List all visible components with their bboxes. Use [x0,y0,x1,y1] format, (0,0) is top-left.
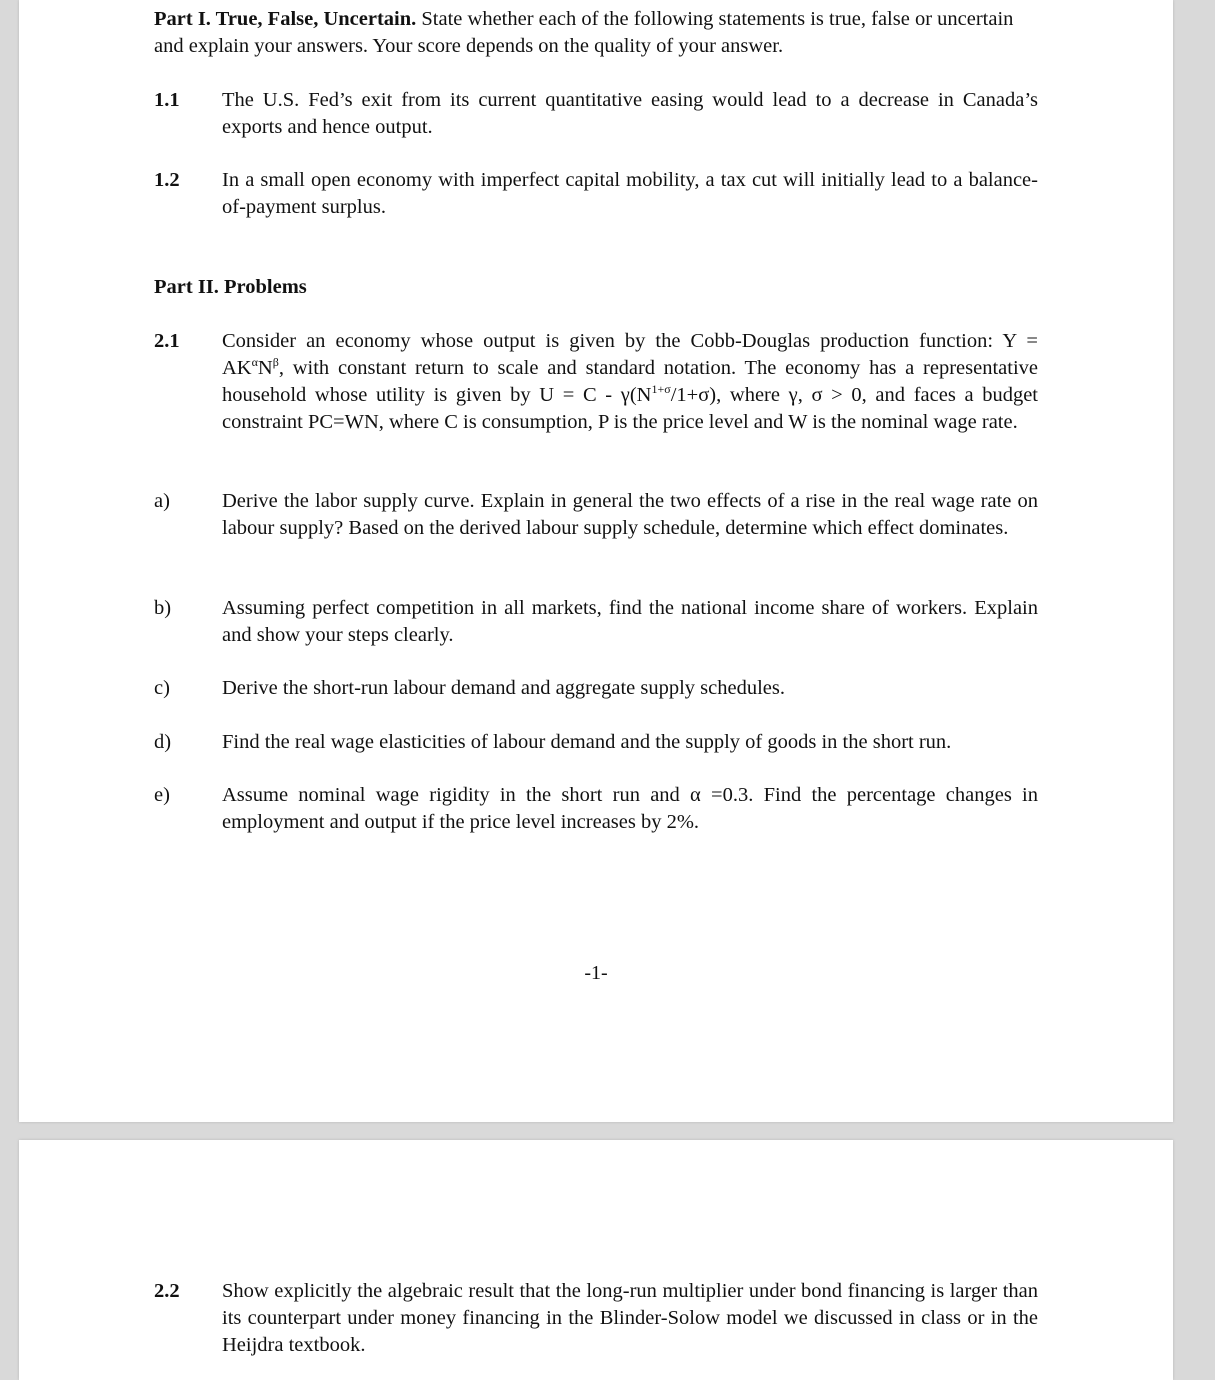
problem-text-part-a: Consider an economy whose output is given by the Cobb-Douglas production function: Y = AK [222,330,1038,379]
subquestion-text: Assuming perfect competition in all markets, find the national income share of workers. Explain and show your steps clearly. [222,597,1038,646]
alpha-superscript: α [251,355,258,370]
question-number: 1.2 [154,169,180,191]
question-number: 1.1 [154,89,180,111]
subquestion-label: e) [154,784,170,806]
page-number: -1- [584,962,608,984]
problem-number: 2.1 [154,330,180,352]
subquestion-text: Assume nominal wage rigidity in the short run and α =0.3. Find the percentage changes in employment and output if the price level increases by 2%. [222,784,1038,833]
part2-title: Part II. Problems [154,276,307,298]
subquestion-text: Derive the labor supply curve. Explain in general the two effects of a rise in the real wage rate on labour supply? Based on the derived labour supply schedule, determine which effect dominates. [222,490,1038,539]
document-page-1 [19,0,1173,1122]
part1-title: Part I. True, False, Uncertain. [154,8,417,30]
subquestion-label: d) [154,731,172,753]
problem-text-part-b: N [257,357,273,379]
part1-intro [154,6,1039,60]
question-text: The U.S. Fed’s exit from its current quantitative easing would lead to a decrease in Canada’s exports and hence output. [222,89,1038,138]
document-page-2 [19,1140,1173,1380]
subquestion-label: a) [154,490,170,512]
part1-instructions: State whether each of the following statements is true, false or uncertain and explain your answers. Your score depends on the quality of your answer. [154,8,1014,57]
question-text: In a small open economy with imperfect capital mobility, a tax cut will initially lead to a balance-of-payment surplus. [222,169,1038,218]
subquestion-text: Derive the short-run labour demand and aggregate supply schedules. [222,677,785,699]
problem-text: Show explicitly the algebraic result that the long-run multiplier under bond financing is larger than its counterpart under money financing in the Blinder-Solow model we discussed in class or in the Heijdra textbook. [222,1280,1038,1356]
exponent-superscript: 1+σ [651,382,671,397]
problem-text-part-d: /1+σ), where γ, σ > 0, and faces a budget constraint PC=WN, where C is consumption, P is the price level and W is the nominal wage rate. [222,384,1039,433]
problem-text-part-c: , with constant return to scale and standard notation. The economy has a representative household whose utility is given by U = C - γ(N [222,357,1038,406]
subquestion-text: Find the real wage elasticities of labour demand and the supply of goods in the short run. [222,731,952,753]
beta-superscript: β [272,355,279,370]
problem-text [222,328,1038,436]
problem-number: 2.2 [154,1280,180,1302]
subquestion-label: b) [154,597,172,619]
subquestion-label: c) [154,677,170,699]
